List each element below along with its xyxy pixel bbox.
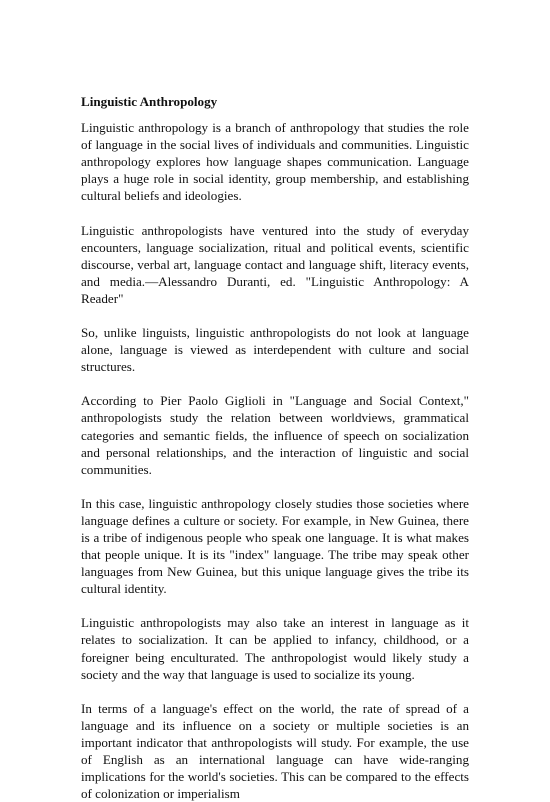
paragraph-new-guinea: In this case, linguistic anthropology closely studies those societies where language defines a culture or society. For example, in New Guinea, there is a tribe of indigenous people who speak one language. It is what makes that people unique. It is its "index" language. The tribe may speak other languages from New Guinea, but this unique language gives the tribe its cultural identity. [81,495,469,597]
document-body [81,93,469,802]
paragraph-socialization: Linguistic anthropologists may also take an interest in language as it relates to socialization. It can be applied to infancy, childhood, or a foreigner being enculturated. The anthropologist would likely study a society and the way that language is used to socialize its young. [81,615,469,682]
paragraph-world-effect: In terms of a language's effect on the world, the rate of spread of a language and its influence on a society or multiple societies is an important indicator that anthropologists will study. For example, the use of English as an international language can have wide-ranging implications for the world's societies. This can be compared to the effects of colonization or imperialism [81,700,469,802]
paragraph-research-areas: Linguistic anthropologists have ventured into the study of everyday encounters, language socialization, ritual and political events, scientific discourse, verbal art, language contact and language shift, literacy events, and media.—Alessandro Duranti, ed. "Linguistic Anthropology: A Reader" [81,222,469,306]
paragraph-giglioli: According to Pier Paolo Giglioli in "Language and Social Context," anthropologists study the relation between worldviews, grammatical categories and semantic fields, the influence of speech on socialization and personal relationships, and the interaction of linguistic and social communities. [81,393,469,477]
document-title: Linguistic Anthropology [81,94,218,109]
paragraph-definition: Linguistic anthropology is a branch of anthropology that studies the role of language in the social lives of individuals and communities. Linguistic anthropology explores how language shapes communication. Language plays a huge role in social identity, group membership, and establishing cultural beliefs and ideologies. [81,120,469,204]
paragraph-linguists-contrast: So, unlike linguists, linguistic anthropologists do not look at language alone, language is viewed as interdependent with culture and social structures. [81,325,469,375]
